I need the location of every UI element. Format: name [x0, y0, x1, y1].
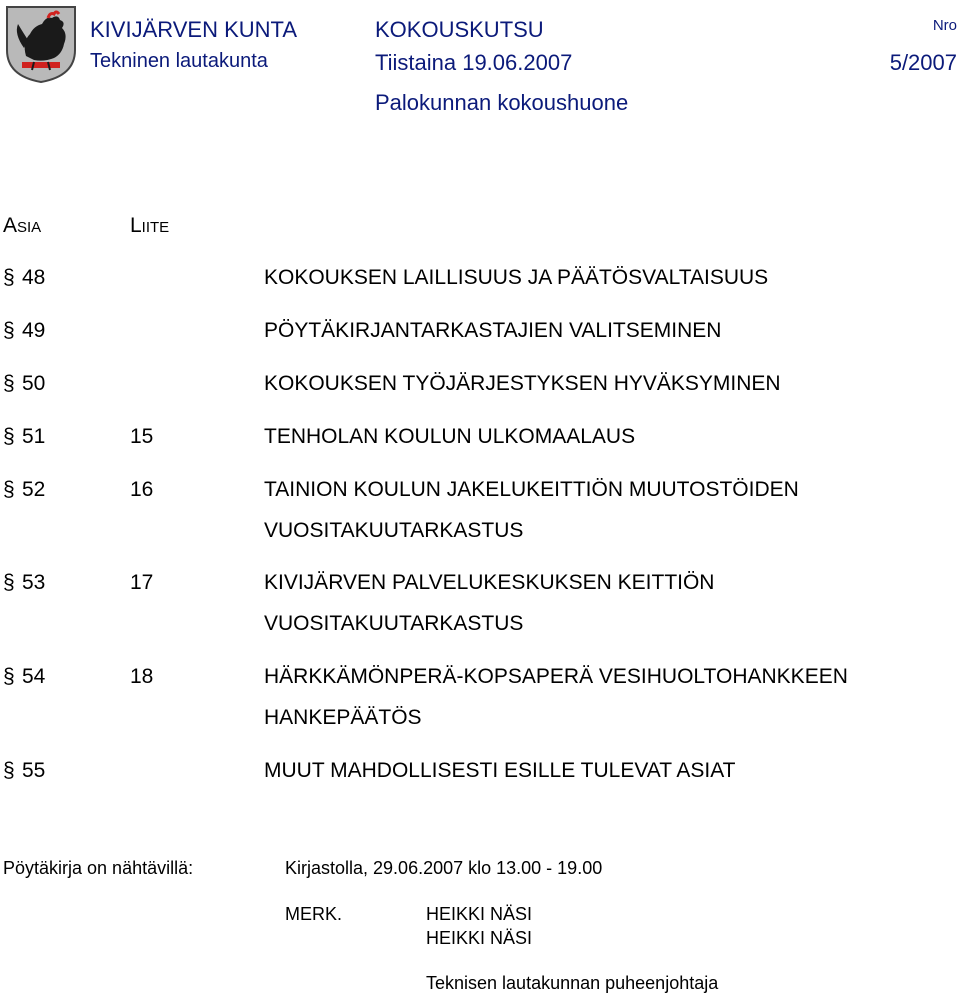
document-type: KOKOUSKUTSU: [375, 17, 544, 42]
minutes-available-location: Kirjastolla, 29.06.2007 klo 13.00 - 19.00: [285, 858, 603, 878]
agenda-item-title: MUUT MAHDOLLISESTI ESILLE TULEVAT ASIAT: [264, 759, 736, 782]
agenda-item-attachment: 15: [130, 425, 154, 448]
agenda-item-number: 52: [22, 478, 46, 501]
meeting-place: Palokunnan kokoushuone: [375, 90, 629, 115]
agenda-item-number: 55: [22, 759, 46, 782]
agenda-item-number: 53: [22, 571, 46, 594]
signer-name: HEIKKI NÄSI: [426, 904, 533, 924]
agenda-item-number: 54: [22, 665, 46, 688]
number-label: Nro: [932, 17, 957, 34]
agenda-item-attachment: 16: [130, 478, 154, 501]
section-symbol: §: [3, 372, 15, 395]
section-symbol: §: [3, 266, 15, 289]
agenda-item-title: KOKOUKSEN TYÖJÄRJESTYKSEN HYVÄKSYMINEN: [264, 372, 781, 395]
agenda-item-attachment: 17: [130, 571, 154, 594]
signer-role: Teknisen lautakunnan puheenjohtaja: [426, 973, 719, 993]
meeting-date: Tiistaina 19.06.2007: [375, 50, 573, 75]
agenda-item-title: TAINION KOULUN JAKELUKEITTIÖN MUUTOSTÖIDEN VUOSITAKUUTARKASTUS: [264, 478, 799, 542]
agenda-item-number: 48: [22, 266, 46, 289]
board-name: Tekninen lautakunta: [90, 50, 268, 72]
agenda-item-number: 49: [22, 319, 46, 342]
section-symbol: §: [3, 759, 15, 782]
section-symbol: §: [3, 571, 15, 594]
column-header-liite: Liite: [130, 214, 170, 237]
signature-label: MERK.: [285, 904, 343, 924]
agenda-item-title: KIVIJÄRVEN PALVELUKESKUKSEN KEITTIÖN VUOSITAKUUTARKASTUS: [264, 571, 715, 635]
agenda-item-title: HÄRKKÄMÖNPERÄ-KOPSAPERÄ VESIHUOLTOHANKKEEN HANKEPÄÄTÖS: [264, 665, 848, 729]
agenda-item-number: 50: [22, 372, 46, 395]
signer-name-repeat: HEIKKI NÄSI: [426, 928, 533, 948]
column-header-asia: Asia: [3, 214, 42, 237]
meeting-number: 5/2007: [889, 50, 957, 75]
section-symbol: §: [3, 478, 15, 501]
section-symbol: §: [3, 665, 15, 688]
agenda-item-title: TENHOLAN KOULUN ULKOMAALAUS: [264, 425, 636, 448]
agenda-item-title: KOKOUKSEN LAILLISUUS JA PÄÄTÖSVALTAISUUS: [264, 266, 769, 289]
agenda-item-attachment: 18: [130, 665, 154, 688]
minutes-available-label: Pöytäkirja on nähtävillä:: [3, 858, 194, 878]
section-symbol: §: [3, 425, 15, 448]
section-symbol: §: [3, 319, 15, 342]
coat-of-arms-icon: [4, 4, 78, 84]
agenda-item-number: 51: [22, 425, 46, 448]
organization-name: KIVIJÄRVEN KUNTA: [90, 17, 298, 42]
agenda-item-title: PÖYTÄKIRJANTARKASTAJIEN VALITSEMINEN: [264, 319, 722, 342]
